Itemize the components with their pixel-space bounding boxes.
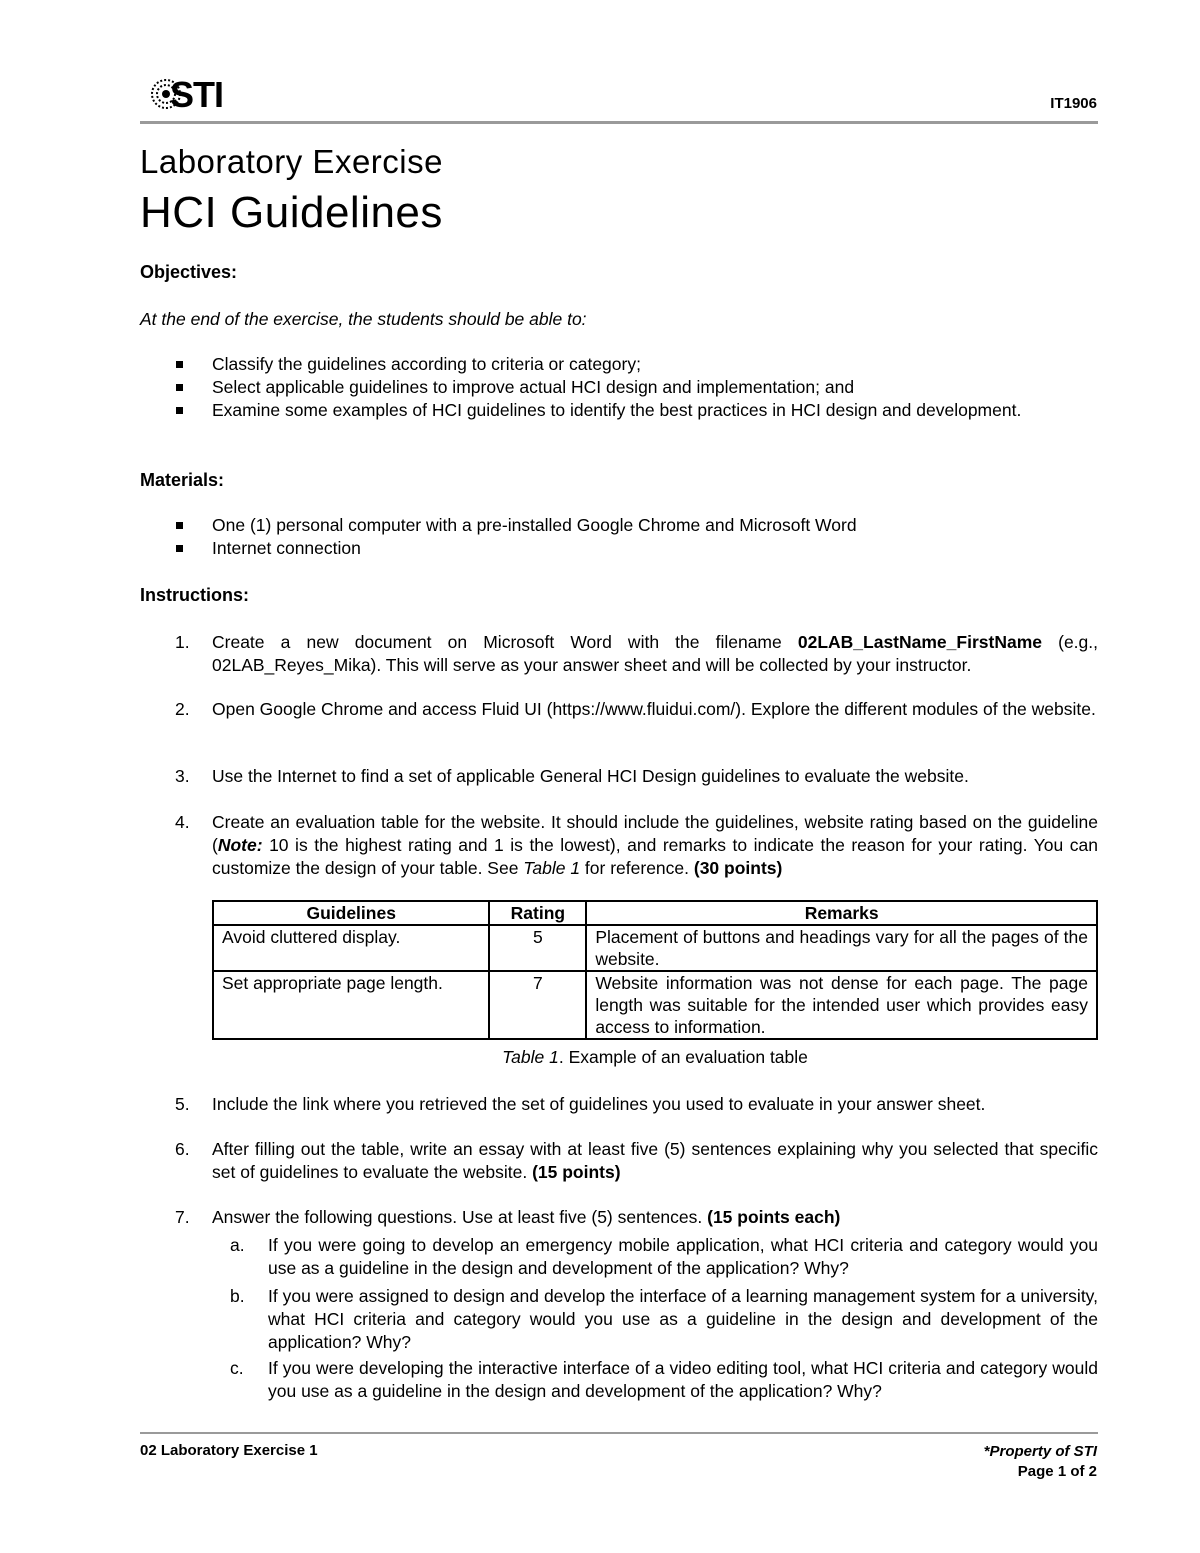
cell-guideline: Set appropriate page length. [213, 971, 489, 1039]
title-line1: Laboratory Exercise [140, 143, 443, 180]
material-item: Internet connection [140, 537, 1098, 560]
title-line2: HCI Guidelines [140, 188, 443, 237]
cell-remarks: Website information was not dense for each page. The page length was suitable for the intended user which provides easy access to information. [586, 971, 1097, 1039]
cell-rating: 7 [489, 971, 586, 1039]
header-remarks: Remarks [586, 901, 1097, 925]
question-c: c. If you were developing the interactive interface of a video editing tool, what HCI criteria and category would you use as a guideline in the design and development of the application? Why? [230, 1358, 1098, 1401]
table-row [213, 971, 1097, 1039]
table-reference: Table 1 [523, 858, 581, 878]
instruction-step-1: 1. Create a new document on Microsoft Word with the filename 02LAB_LastName_FirstName (e.g., 02LAB_Reyes_Mika). This will serve as your answer sheet and will be collected by your instructor. [175, 632, 1098, 675]
cell-remarks: Placement of buttons and headings vary for all the pages of the website. [586, 925, 1097, 971]
bullet-icon [176, 545, 183, 552]
table-caption: Table 1. Example of an evaluation table [502, 1047, 808, 1067]
footer-exercise-label: 02 Laboratory Exercise 1 [140, 1442, 318, 1459]
objective-item: Examine some examples of HCI guidelines to identify the best practices in HCI design and development. [140, 399, 1098, 422]
evaluation-table [212, 900, 1098, 1040]
cell-guideline: Avoid cluttered display. [213, 925, 489, 971]
filename-format: 02LAB_LastName_FirstName [797, 632, 1042, 652]
instruction-step-2: 2. Open Google Chrome and access Fluid UI (https://www.fluidui.com/). Explore the different modules of the website. [175, 699, 1096, 719]
question-b: b. If you were assigned to design and develop the interface of a learning management system for a university, what HCI criteria and category would you use as a guideline in the design and development of the application? Why? [230, 1286, 1098, 1352]
points-label: (15 points each) [707, 1207, 841, 1227]
material-item: One (1) personal computer with a pre-installed Google Chrome and Microsoft Word [140, 514, 1098, 537]
objective-item: Classify the guidelines according to criteria or category; [140, 353, 1098, 376]
table-header-row [213, 901, 1097, 925]
instruction-step-7: 7. Answer the following questions. Use at least five (5) sentences. (15 points each) [175, 1207, 841, 1227]
materials-heading: Materials: [140, 470, 225, 490]
logo-text: STI [170, 74, 224, 115]
instruction-step-3: 3. Use the Internet to find a set of applicable General HCI Design guidelines to evaluate the website. [175, 766, 969, 786]
objectives-intro: At the end of the exercise, the students should be able to: [140, 309, 587, 329]
header-rating: Rating [489, 901, 586, 925]
header-guidelines: Guidelines [213, 901, 489, 925]
points-label: (15 points) [532, 1162, 621, 1182]
objectives-heading: Objectives: [140, 262, 238, 282]
objectives-list [140, 353, 1098, 422]
sti-globe-icon [150, 72, 240, 116]
question-a: a. If you were going to develop an emergency mobile application, what HCI criteria and category would you use as a guideline in the design and development of the application? Why? [230, 1235, 1098, 1278]
instructions-heading: Instructions: [140, 585, 250, 605]
bullet-icon [176, 384, 183, 391]
bullet-icon [176, 361, 183, 368]
note-label: Note: [217, 835, 263, 855]
instruction-step-4: 4. Create an evaluation table for the website. It should include the guidelines, website rating based on the guideline (Note: 10 is the highest rating and 1 is the lowest), and remarks to indicate the reason for your rating. You can customize the design of your table. See Table 1 for reference. (30 points) [175, 812, 1098, 878]
points-label: (30 points) [693, 858, 783, 878]
materials-list [140, 514, 1098, 560]
footer-rule [140, 1432, 1098, 1434]
header-rule [140, 121, 1098, 124]
sti-logo [150, 72, 240, 116]
footer-property: *Property of STI [983, 1443, 1097, 1460]
bullet-icon [176, 522, 183, 529]
objective-item: Select applicable guidelines to improve actual HCI design and implementation; and [140, 376, 1098, 399]
bullet-icon [176, 407, 183, 414]
footer-right [984, 1442, 1097, 1482]
instruction-step-6: 6. After filling out the table, write an essay with at least five (5) sentences explaining why you selected that specific set of guidelines to evaluate the website. (15 points) [175, 1139, 1098, 1182]
cell-rating: 5 [489, 925, 586, 971]
course-code: IT1906 [1050, 95, 1097, 112]
instruction-step-5: 5. Include the link where you retrieved the set of guidelines you used to evaluate in your answer sheet. [175, 1094, 986, 1114]
table-row [213, 925, 1097, 971]
footer-page-number: Page 1 of 2 [1017, 1463, 1097, 1480]
